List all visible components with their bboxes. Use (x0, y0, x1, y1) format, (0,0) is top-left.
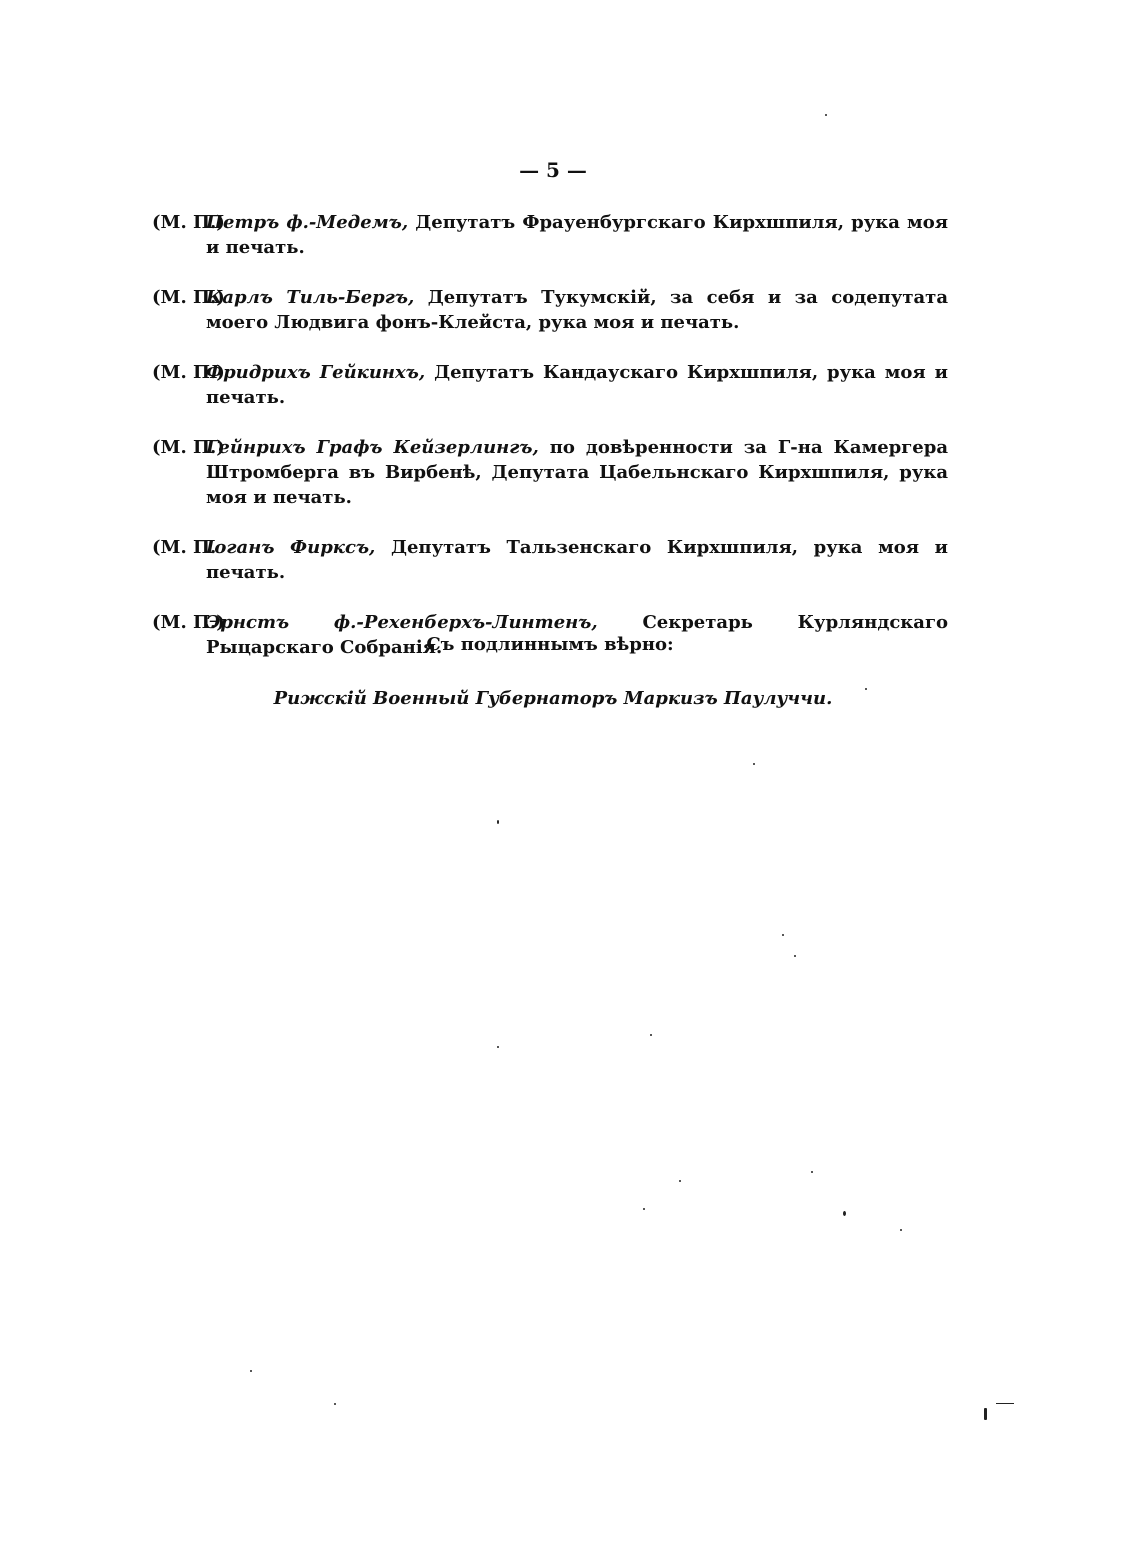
signatory-list (152, 210, 948, 685)
signatory-text: Депутатъ Кандаускаго Кирхшпиля, рука моя и печать. (206, 362, 948, 408)
signatory-text: Депутатъ Фрауенбургскаго Кирхшпиля, рука моя и печать. (206, 212, 948, 258)
seal-mark: (М. П.) (152, 362, 225, 383)
scan-speck (679, 1180, 681, 1182)
scan-speck (782, 934, 784, 936)
scan-speck (865, 688, 867, 690)
signatory-name: Іоганъ Фирксъ, (206, 537, 376, 558)
signatory-text: по довѣренности за Г-на Камергера Штромберга въ Вирбенѣ, Депутата Цабельнскаго Кирхшпиля, рука моя и печать. (206, 437, 948, 508)
signatory-name: Эрнстъ ф.-Рехенберхъ-Линтенъ, (206, 612, 598, 633)
governor-signature: Рижскій Военный Губернаторъ Маркизъ Паулуччи. (273, 688, 833, 709)
scan-speck (996, 1403, 1014, 1404)
signatory-text: Депутатъ Тальзенскаго Кирхшпиля, рука моя и печать. (206, 537, 949, 583)
scan-speck (811, 1171, 813, 1173)
signatory-entry (152, 435, 948, 510)
seal-mark: (М. П.) (152, 287, 225, 308)
signatory-name: Фридрихъ Гейкинхъ, (206, 362, 426, 383)
seal-mark: (М. П. (152, 537, 217, 558)
scan-speck (753, 763, 755, 765)
signatory-entry (152, 210, 948, 260)
page-number: — 5 — (519, 158, 587, 182)
scan-speck (900, 1229, 902, 1231)
signatory-text: Секретарь Курляндскаго Рыцарскаго Собранія. (206, 612, 948, 658)
seal-mark: (М. П.) (152, 212, 225, 233)
signatory-entry (152, 285, 948, 335)
signatory-entry (152, 360, 948, 410)
signatory-name: Карлъ Тиль-Бергъ, (206, 287, 415, 308)
scan-speck (250, 1370, 252, 1372)
signatory-name: Петръ ф.-Медемъ, (206, 212, 409, 233)
scan-speck (984, 1408, 987, 1420)
seal-mark: (М. П.) (152, 437, 225, 458)
scan-speck (825, 114, 827, 116)
scan-speck (643, 1208, 645, 1210)
scan-speck (843, 1211, 846, 1216)
certification-line: Съ подлиннымъ вѣрно: (426, 634, 674, 655)
scan-speck (650, 1034, 652, 1036)
scan-speck (497, 1046, 499, 1048)
scan-speck (334, 1403, 336, 1405)
signatory-entry (152, 535, 948, 585)
scan-speck (497, 820, 499, 824)
signatory-name: Гейнрихъ Графъ Кейзерлингъ, (206, 437, 539, 458)
signatory-text: Депутатъ Тукумскій, за себя и за содепутата моего Людвига фонъ-Клейста, рука моя и печать. (206, 287, 948, 333)
seal-mark: (М. П.) (152, 612, 225, 633)
scan-speck (794, 955, 796, 957)
